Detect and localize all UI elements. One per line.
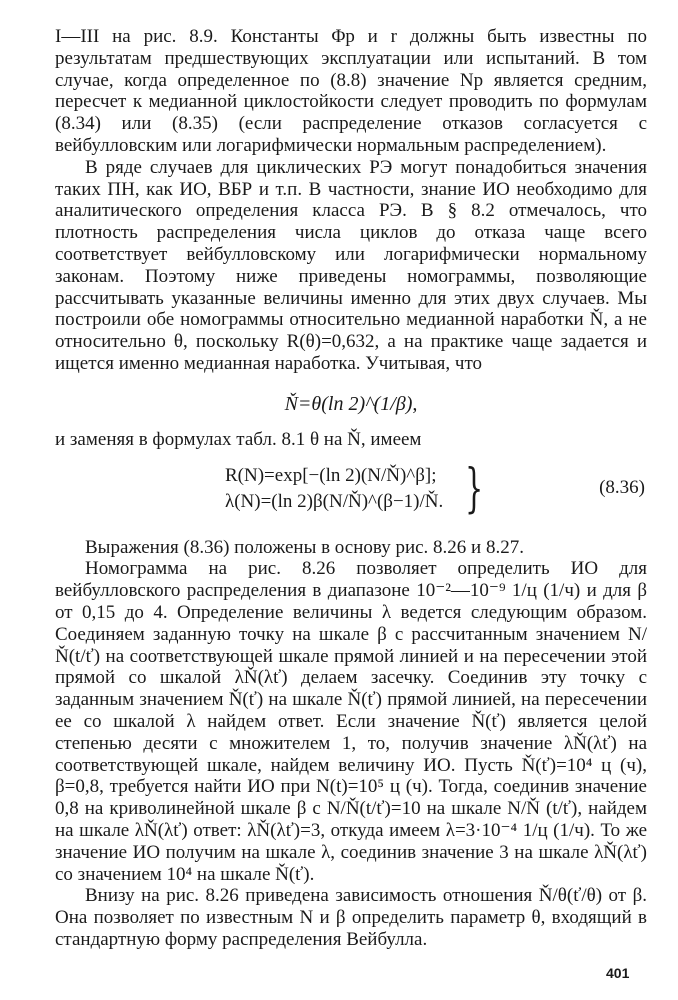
formula-failure-rate: λ(N)=(ln 2)β(N/Ň)^(β−1)/Ň. <box>225 490 444 512</box>
formula-median: Ň=θ(ln 2)^(1/β), <box>284 392 418 415</box>
page-number: 401 <box>606 965 630 981</box>
paragraph-bottom-figure: Внизу на рис. 8.26 приведена зависимость отношения Ň/θ(ť/θ) от β. Она позволяет по известным N и β определить параметр θ, входящий в стандартную форму распределения Вейбулла. <box>55 885 647 950</box>
paragraph-substitution: и заменяя в формулах табл. 8.1 θ на Ň, имеем <box>55 428 422 450</box>
paragraph-weibull-intro: В ряде случаев для циклических РЭ могут понадобиться значения таких ПН, как ИО, ВБР и т.п. В частности, знание ИО необходимо для аналитического определения класса РЭ. В § 8.2 отмечалось, что плотность распределения числа циклов до отказа чаще всего соответствует вейбулловскому или логарифмически нормальному законам. Поэтому ниже приведены номограммы, позволяющие рассчитывать указанные величины именно для этих двух случаев. Мы построили обе номограммы относительно медианной наработки Ň, а не относительно θ, поскольку R(θ)=0,632, а на практике чаще задается и ищется именно медианная наработка. Учитывая, что <box>55 156 647 374</box>
right-brace: } <box>465 458 484 519</box>
page-text <box>55 26 647 951</box>
paragraph-continuation: I—III на рис. 8.9. Константы Φp и r должны быть известны по результатам предшествующих эксплуатации или испытаний. В том случае, когда определенное по (8.8) значение Np является средним, пересчет к медианной циклостойкости следует проводить по формулам (8.34) или (8.35) (если распределение отказов согласуется с вейбулловским или логарифмически нормальным распределением). <box>55 26 647 156</box>
formula-system-8-36 <box>55 458 647 523</box>
formula-system-lines <box>225 463 443 515</box>
paragraph-expressions: Выражения (8.36) положены в основу рис. 8.26 и 8.27. <box>85 536 524 558</box>
formula-reliability: R(N)=exp[−(ln 2)(N/Ň)^β]; <box>225 464 437 486</box>
paragraph-nomogram: Номограмма на рис. 8.26 позволяет определить ИО для вейбулловского распределения в диапазоне 10⁻²—10⁻⁹ 1/ц (1/ч) и для β от 0,15 до 4. Определение величины λ ведется следующим образом. Соединяем заданную точку на шкале β с рассчитанным значением N/Ň(t/ť) на соответствующей шкале прямой линией и на пересечении этой прямой со шкалой λŇ(λť) делаем засечку. Соединив эту точку с заданным значением Ň(ť) на шкале Ň(ť) прямой линией, на пересечении ее со шкалой λ найдем ответ. Если значение Ň(ť) является целой степенью десяти с множителем 1, то, получив значение λŇ(λť) на соответствующей шкале, найдем величину ИО. Пусть Ň(ť)=10⁴ ц (ч), β=0,8, требуется найти ИО при N(t)=10⁵ ц (ч). Тогда, соединив значение 0,8 на криволинейной шкале β с N/Ň(t/ť)=10 на шкале N/Ň (t/ť), найдем на шкале λŇ(λť) ответ: λŇ(λť)=3, откуда имеем λ=3·10⁻⁴ 1/ц (1/ч). То же значение ИО получим на шкале λ, соединив значение 3 на шкале λŇ(λť) со значением 10⁴ на шкале Ň(ť). <box>55 558 647 885</box>
equation-number: (8.36) <box>599 476 645 498</box>
